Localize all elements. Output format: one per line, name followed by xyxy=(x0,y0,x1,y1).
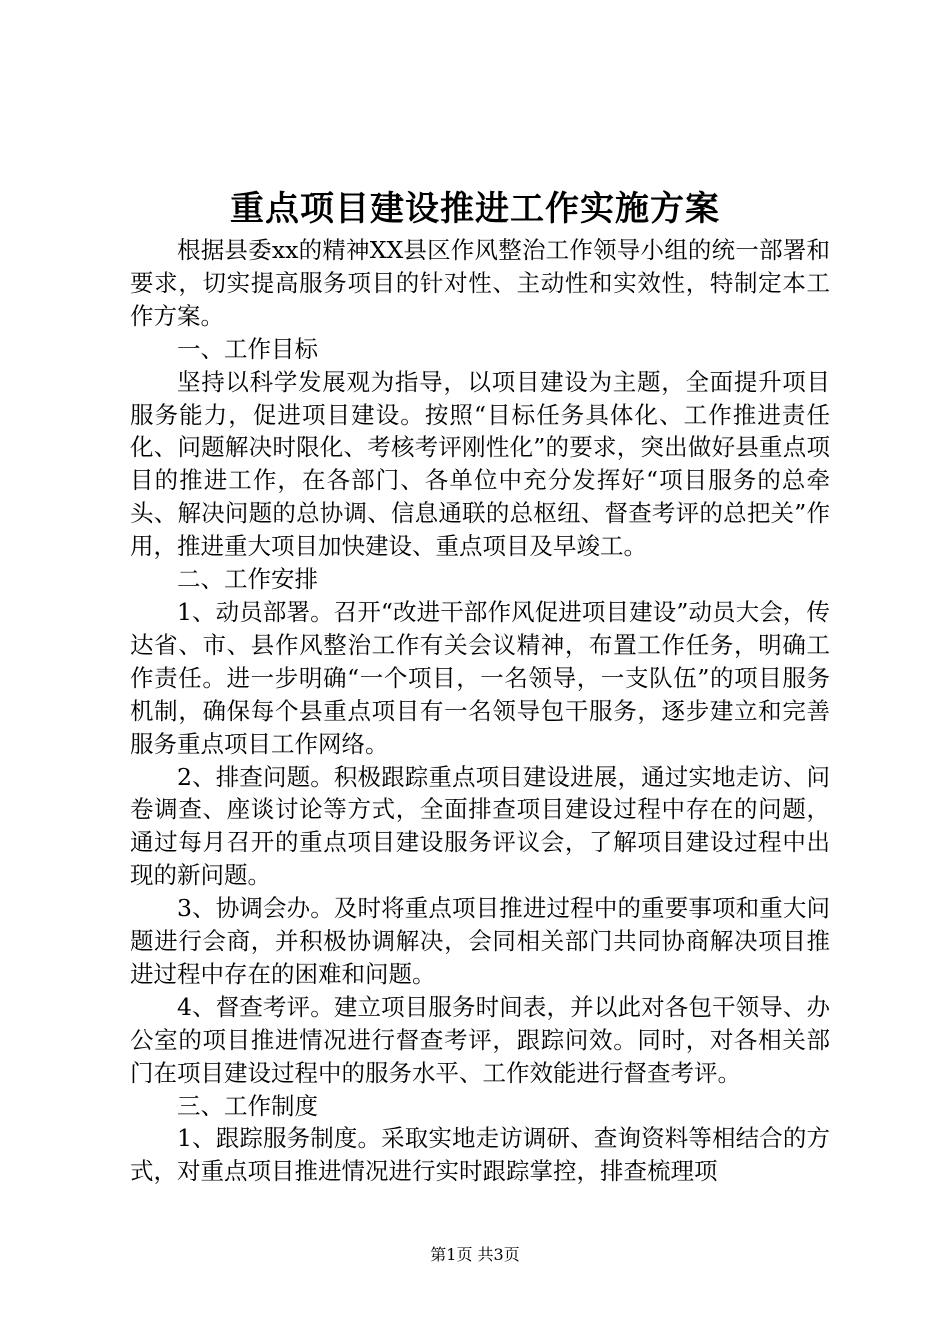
section-heading-goals: 一、工作目标 xyxy=(177,334,318,363)
page-number-footer: 第1页 共3页 xyxy=(430,1245,520,1264)
document-title: 重点项目建设推进工作实施方案 xyxy=(230,189,720,229)
paragraph-coordination: 3、协调会办。及时将重点项目推进过程中的重要事项和重大问题进行会商，并积极协调解决，会同相关部门共同协商解决项目推进过程中存在的困难和问题。 xyxy=(130,894,830,988)
paragraph-mobilization: 1、动员部署。召开“改进干部作风促进项目建设”动员大会，传达省、市、县作风整治工作有关会议精神，布置工作任务，明确工作责任。进一步明确“一个项目，一名领导，一支队伍”的项目服务机制，确保每个县重点项目有一名领导包干服务，逐步建立和完善服务重点项目工作网络。 xyxy=(130,597,830,758)
section-heading-arrangement: 二、工作安排 xyxy=(177,565,318,594)
paragraph-supervision: 4、督查考评。建立项目服务时间表，并以此对各包干领导、办公室的项目推进情况进行督查考评，跟踪问效。同时，对各相关部门在项目建设过程中的服务水平、工作效能进行督查考评。 xyxy=(130,992,830,1087)
paragraph-investigation: 2、排查问题。积极跟踪重点项目建设进展，通过实地走访、问卷调查、座谈讨论等方式，全面排查项目建设过程中存在的问题，通过每月召开的重点项目建设服务评议会，了解项目建设过程中出现的新问题。 xyxy=(130,762,830,890)
paragraph-tracking: 1、跟踪服务制度。采取实地走访调研、查询资料等相结合的方式，对重点项目推进情况进行实时跟踪掌控，排查梳理项 xyxy=(130,1124,830,1186)
section-heading-system: 三、工作制度 xyxy=(177,1091,318,1120)
document-body xyxy=(130,234,830,1188)
paragraph-goals: 坚持以科学发展观为指导，以项目建设为主题，全面提升项目服务能力，促进项目建设。按照“目标任务具体化、工作推进责任化、问题解决时限化、考核考评刚性化”的要求，突出做好县重点项目的推进工作，在各部门、各单位中充分发挥好“项目服务的总牵头、解决问题的总协调、信息通联的总枢纽、督查考评的总把关”作用，推进重大项目加快建设、重点项目及早竣工。 xyxy=(130,367,830,561)
paragraph-intro: 根据县委xx的精神XX县区作风整治工作领导小组的统一部署和要求，切实提高服务项目的针对性、主动性和实效性，特制定本工作方案。 xyxy=(130,236,830,330)
